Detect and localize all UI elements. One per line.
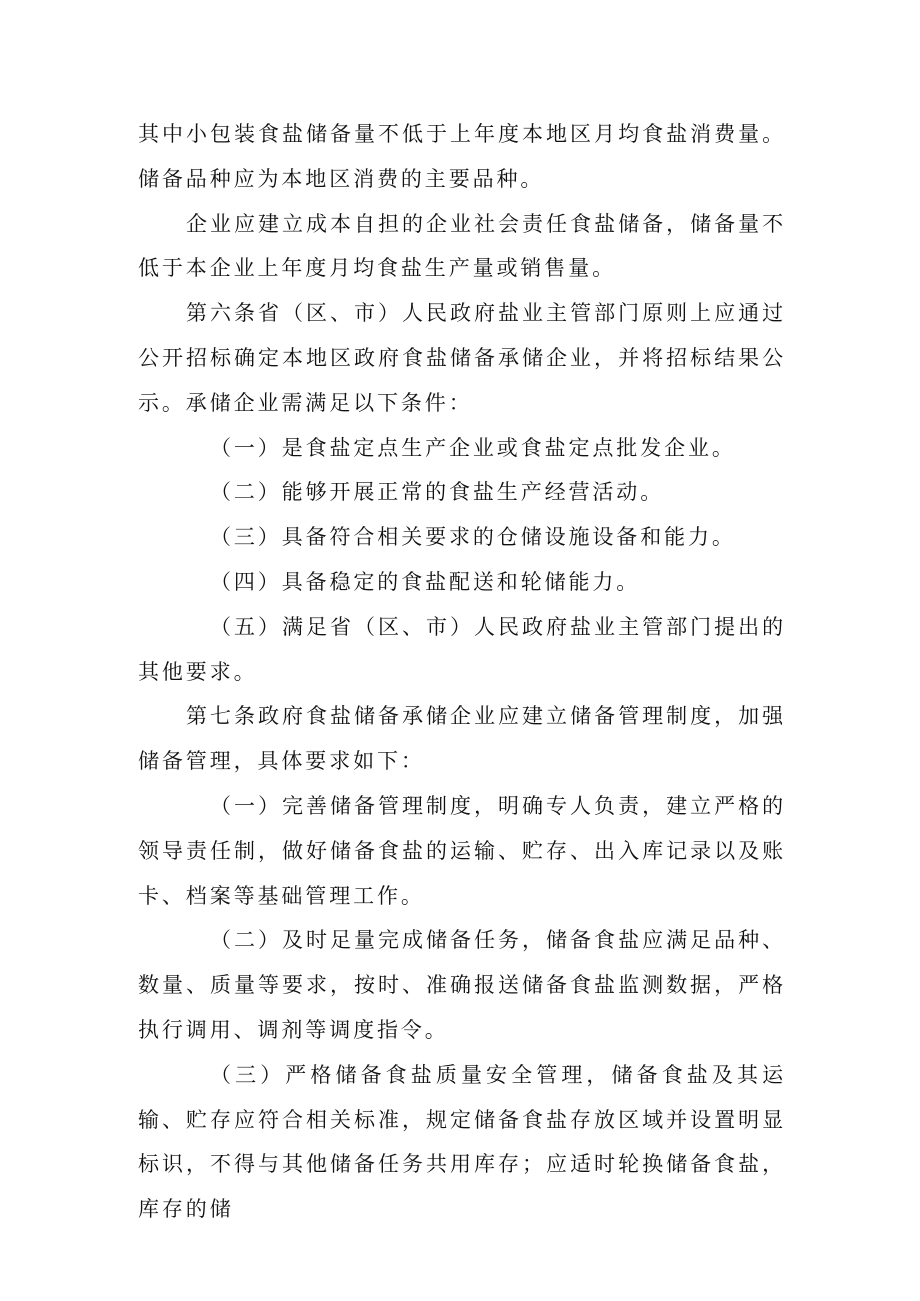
paragraph-enterprise-reserve: 企业应建立成本自担的企业社会责任食盐储备，储备量不低于本企业上年度月均食盐生产量或销售量。 xyxy=(138,211,786,281)
paragraph-article-seven: 第七条政府食盐储备承储企业应建立储备管理制度，加强储备管理，具体要求如下： xyxy=(138,704,786,774)
paragraph-salt-reserve-volume: 其中小包装食盐储备量不低于上年度本地区月均食盐消费量。储备品种应为本地区消费的主要品种。 xyxy=(138,122,786,191)
paragraph-article-six: 第六条省（区、市）人民政府盐业主管部门原则上应通过公开招标确定本地区政府食盐储备承储企业，并将招标结果公示。承储企业需满足以下条件： xyxy=(138,301,786,415)
condition-item-4: （四）具备稳定的食盐配送和轮储能力。 xyxy=(210,569,641,594)
condition-item-3: （三）具备符合相关要求的仓储设施设备和能力。 xyxy=(210,525,736,550)
condition-item-1: （一）是食盐定点生产企业或食盐定点批发企业。 xyxy=(210,435,736,460)
condition-item-2: （二）能够开展正常的食盐生产经营活动。 xyxy=(210,480,665,505)
condition-item-5: （五）满足省（区、市）人民政府盐业主管部门提出的其他要求。 xyxy=(138,614,786,684)
requirement-item-3: （三）严格储备食盐质量安全管理，储备食盐及其运输、贮存应符合相关标准，规定储备食盐存放区域并设置明显标识，不得与其他储备任务共用库存；应适时轮换储备食盐，库存的储 xyxy=(138,1062,786,1222)
requirement-item-2: （二）及时足量完成储备任务，储备食盐应满足品种、数量、质量等要求，按时、准确报送储备食盐监测数据，严格执行调用、调剂等调度指令。 xyxy=(138,928,786,1042)
requirement-item-1: （一）完善储备管理制度，明确专人负责，建立严格的领导责任制，做好储备食盐的运输、贮存、出入库记录以及账卡、档案等基础管理工作。 xyxy=(138,793,786,908)
document-body xyxy=(138,112,786,1232)
